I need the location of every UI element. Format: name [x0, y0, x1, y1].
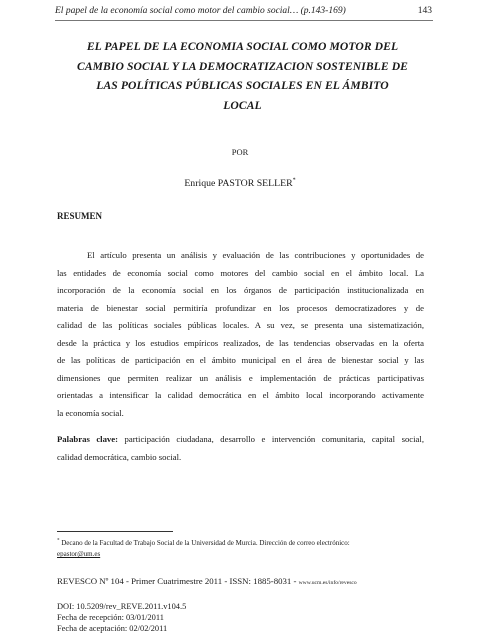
- author-name: Enrique PASTOR SELLER: [184, 178, 293, 189]
- abstract-line: dimensiones que permiten realizar un análisis e implementación de prácticas participativas: [57, 372, 424, 383]
- footnote-marker: *: [57, 538, 60, 544]
- abstract-line: las entidades de economía social como motores del cambio social en el ámbito local. La: [57, 267, 424, 278]
- abstract-line: desde la práctica y los estudios empíricos realizados, de las tendencias observadas en la oferta: [57, 337, 424, 348]
- abstract-body: [57, 247, 424, 422]
- keywords-block: [57, 431, 424, 466]
- received-date: Fecha de recepción: 03/01/2011: [57, 613, 164, 622]
- page-number: 143: [417, 6, 432, 16]
- doi[interactable]: DOI: 10.5209/rev_REVE.2011.v104.5: [57, 602, 187, 611]
- article-metadata: [57, 601, 186, 634]
- keywords-label: Palabras clave:: [57, 434, 119, 444]
- article-title: [45, 37, 440, 115]
- accepted-date: Fecha de aceptación: 02/02/2011: [57, 624, 168, 633]
- keywords-text: participación ciudadana, desarrollo e intervención comunitaria, capital social,: [124, 434, 425, 444]
- byline-por: POR: [231, 147, 249, 157]
- journal-citation: [57, 576, 437, 586]
- running-head: El papel de la economía social como motor del cambio social… (p.143-169): [55, 6, 346, 16]
- author-email-link[interactable]: epastor@um.es: [57, 550, 101, 558]
- keywords-line: [57, 431, 424, 449]
- abstract-line: la economía social.: [57, 407, 124, 418]
- abstract-line: incorporación de la economía social en los órganos de participación institucionalizada en: [57, 285, 424, 295]
- journal-url-link[interactable]: www.ucm.es/info/revesco: [298, 580, 357, 586]
- author-footnote-marker[interactable]: *: [292, 177, 296, 184]
- abstract-line: El artículo presenta un análisis y evaluación de las contribuciones y oportunidades de: [87, 250, 424, 260]
- footnote: [57, 538, 427, 560]
- footnote-text: Decano de la Facultad de Trabajo Social de la Universidad de Murcia. Dirección de correo electrónico:: [61, 539, 350, 547]
- title-line: EL PAPEL DE LA ECONOMIA SOCIAL COMO MOTOR DEL: [86, 40, 399, 53]
- title-line: LAS POLÍTICAS PÚBLICAS SOCIALES EN EL ÁMBITO: [96, 79, 389, 92]
- title-line: CAMBIO SOCIAL Y LA DEMOCRATIZACION SOSTENIBLE DE: [76, 59, 408, 73]
- abstract-line: orientadas a intensificar la calidad democrática en el ámbito local incorporando activamente: [57, 390, 424, 400]
- abstract-line: calidad de las políticas sociales públicas locales. A su vez, se presenta una sistematización,: [57, 320, 424, 330]
- title-line: LOCAL: [223, 98, 262, 112]
- abstract-line: de las políticas de participación en el ámbito municipal en el área de bienestar social y las: [57, 355, 424, 365]
- journal-citation-text: REVESCO Nº 104 - Primer Cuatrimestre 2011 - ISSN: 1885-8031 -: [57, 576, 299, 586]
- abstract-heading: RESUMEN: [57, 211, 103, 221]
- footnote-rule: [57, 531, 173, 532]
- author-line: [0, 178, 480, 189]
- keywords-line: calidad democrática, cambio social.: [57, 451, 182, 462]
- header-rule: [55, 20, 433, 21]
- abstract-line: materia de bienestar social permitiría profundizar en los procesos democratizadores y de: [57, 302, 424, 313]
